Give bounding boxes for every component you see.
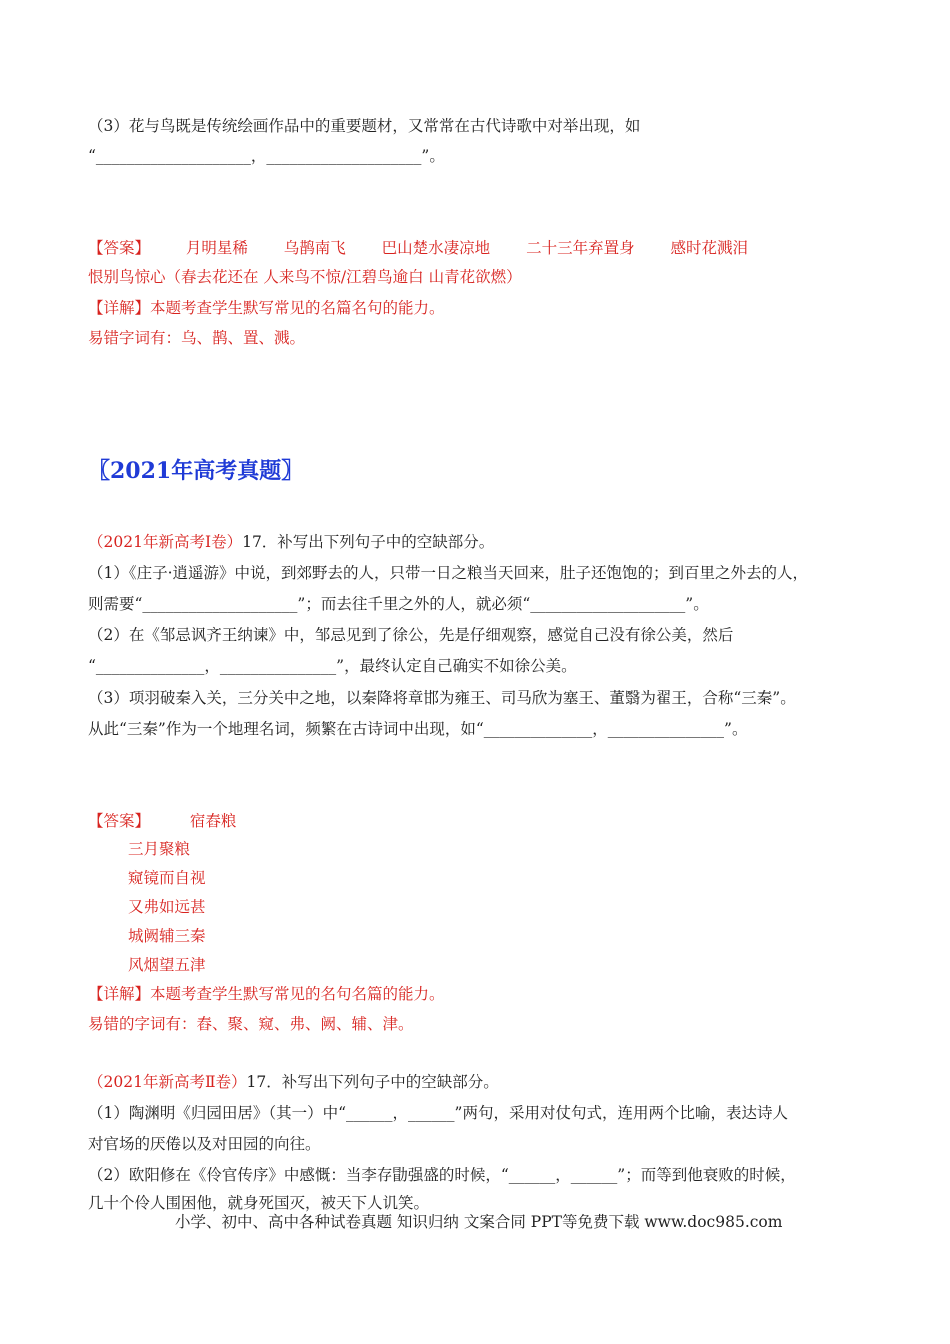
question-line: （2）在《邹忌讽齐王纳谏》中，邹忌见到了徐公，先是仔细观察，感觉自己没有徐公美，然后 xyxy=(88,626,734,644)
question-line: （3）花与鸟既是传统绘画作品中的重要题材，又常常在古代诗歌中对举出现，如 xyxy=(88,117,641,135)
section-title: 〖2021年高考真题〗 xyxy=(88,458,304,484)
page-footer: 小学、初中、高中各种试卷真题 知识归纳 文案合同 PPT等免费下载 www.doc985.com xyxy=(175,1213,783,1231)
question-line: （1）《庄子·逍遥游》中说，到郊野去的人，只带一日之粮当天回来，肚子还饱饱的；到百里之外去的人， xyxy=(88,564,809,582)
answer-item: 城阙辅三秦 xyxy=(128,927,206,945)
answer-item: 窥镜而自视 xyxy=(128,869,206,887)
errors-line: 易错字词有：乌、鹊、置、溅。 xyxy=(88,329,306,347)
question-line: （1）陶渊明《归园田居》（其一）中“______，______”两句，采用对仗句式，连用两个比喻，表达诗人 xyxy=(88,1104,788,1122)
question-line: “______________，_______________”，最终认定自己确实不如徐公美。 xyxy=(88,657,577,675)
detail-line: 【详解】本题考查学生默写常见的名篇名句的能力。 xyxy=(88,299,445,317)
answer-item: 三月聚粮 xyxy=(128,840,191,858)
errors-line: 易错的字词有：舂、聚、窥、弗、阙、辅、津。 xyxy=(88,1015,414,1033)
answer-item: 月明星稀 xyxy=(185,239,248,257)
question-stem-text: 17．补写出下列句子中的空缺部分。 xyxy=(242,533,495,551)
question-line: 从此“三秦”作为一个地理名词，频繁在古诗词中出现，如“______________，_______________”。 xyxy=(88,720,748,738)
answer-item: 宿舂粮 xyxy=(189,812,237,830)
question-line: （3）项羽破秦入关，三分关中之地，以秦降将章邯为雍王、司马欣为塞王、董翳为翟王，合称“三秦”。 xyxy=(88,689,796,707)
question-line: 则需要“____________________”；而去往千里之外的人，就必须“____________________”。 xyxy=(88,595,709,613)
question-stem xyxy=(88,531,494,553)
question-stem-text: 17．补写出下列句子中的空缺部分。 xyxy=(246,1073,499,1091)
answer-tag: 【答案】 xyxy=(88,239,151,257)
question-line: （2）欧阳修在《伶官传序》中感慨：当李存勖强盛的时候，“______，______”；而等到他衰败的时候， xyxy=(88,1166,796,1184)
question-line: 几十个伶人围困他，就身死国灭，被天下人讥笑。 xyxy=(88,1194,430,1212)
question-source: （2021年新高考Ⅱ卷） xyxy=(88,1073,247,1091)
detail-line: 【详解】本题考查学生默写常见的名句名篇的能力。 xyxy=(88,985,445,1003)
answer-item: 巴山楚水凄凉地 xyxy=(381,239,491,257)
answer-item: 乌鹊南飞 xyxy=(283,239,346,257)
answer-item: 二十三年弃置身 xyxy=(526,239,635,257)
answer-line xyxy=(88,810,236,832)
question-line: 对官场的厌倦以及对田园的向往。 xyxy=(88,1135,321,1153)
answer-item: 又弗如远甚 xyxy=(128,898,206,916)
answer-item: 风烟望五津 xyxy=(128,956,206,974)
answer-line: 恨别鸟惊心（春去花还在 人来鸟不惊/江碧鸟逾白 山青花欲燃） xyxy=(88,268,522,286)
question-stem xyxy=(88,1071,499,1093)
answer-line xyxy=(88,237,748,259)
answer-item: 感时花溅泪 xyxy=(670,239,748,257)
question-source: （2021年新高考Ⅰ卷） xyxy=(88,533,243,551)
question-blank-line: “____________________，____________________”。 xyxy=(88,147,445,165)
answer-tag: 【答案】 xyxy=(88,812,151,830)
